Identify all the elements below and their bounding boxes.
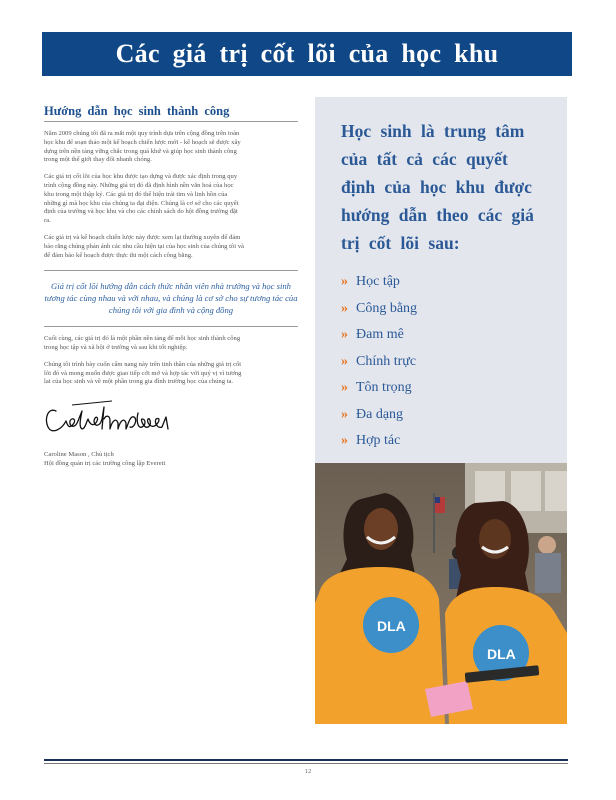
footer-divider-thick xyxy=(44,759,568,761)
page-number: 12 xyxy=(304,768,312,775)
closing-paragraph-2: Chúng tôi trình bày cuốn cẩm nang này trên tinh thần của những giá trị cốt lõi đó và mong muốn được giao tiếp cởi mở và hợp tác với quý vị vì tương lai của học sinh và về một phần trong gia đình trường học của chúng ta. xyxy=(44,360,242,386)
chevron-bullet-icon: » xyxy=(341,433,348,448)
value-label: Đam mê xyxy=(356,327,404,342)
list-item xyxy=(341,402,417,429)
intro-paragraph-2: Các giá trị cốt lõi của học khu được tạo dựng và được xác định trong quy trình cộng đồng này. Những giá trị đó đã định hình nền văn hoá của học khu trong một thập kỷ. Các giá trị đó thể hiện trái tim và linh hồn của những gì mà học khu của chúng ta đại diện. Chúng là cơ sở cho các quyết định của trường và học khu và cho các chính sách do hội đồng trường đặt ra. xyxy=(44,173,239,225)
quote-divider-bottom xyxy=(44,326,298,327)
value-label: Công bằng xyxy=(356,300,418,316)
chevron-bullet-icon: » xyxy=(341,327,348,342)
chevron-bullet-icon: » xyxy=(341,406,348,422)
core-values-list xyxy=(341,269,417,455)
handwritten-signature xyxy=(42,397,182,439)
list-item xyxy=(341,349,417,376)
intro-paragraph-1: Năm 2009 chúng tôi đã ra mắt một quy trình dựa trên cộng đồng trên toàn học khu để soạn thảo một kế hoạch chiến lược mới - kế hoạch sẽ được xây dựng trên nền tảng vững chắc trong quá khứ và giúp học sinh thành công trong một thế giới thay đổi nhanh chóng. xyxy=(44,130,241,164)
value-label: Học tập xyxy=(356,274,400,289)
list-item xyxy=(341,375,417,402)
shirt-logo-text: DLA xyxy=(487,646,516,662)
value-label: Tôn trọng xyxy=(356,380,412,395)
list-item xyxy=(341,269,417,296)
section-heading: Hướng dẫn học sinh thành công xyxy=(44,104,230,118)
value-label: Chính trực xyxy=(356,353,417,369)
value-label: Hợp tác xyxy=(356,433,401,448)
students-photo-illustration xyxy=(315,463,567,724)
chevron-bullet-icon: » xyxy=(341,353,348,369)
quote-divider-top xyxy=(44,270,298,271)
intro-paragraph-3: Các giá trị và kế hoạch chiến lược này được xem lại thường xuyên để đảm bảo rằng chúng phản ánh các nhu cầu hiện tại của học sinh của chúng tôi và để đảm bảo kế hoạch được thực thi một cách công bằng. xyxy=(44,233,244,259)
list-item xyxy=(341,296,417,323)
left-column xyxy=(44,104,298,468)
signature-name: Caroline Mason , Chủ tịch xyxy=(44,451,114,459)
students-photo xyxy=(315,463,567,724)
title-banner xyxy=(42,32,572,76)
chevron-bullet-icon: » xyxy=(341,380,348,395)
list-item xyxy=(341,428,417,455)
chevron-bullet-icon: » xyxy=(341,300,348,316)
shirt-logo-text: DLA xyxy=(377,618,406,634)
closing-paragraph-1: Cuối cùng, các giá trị đó là một phần nền tảng để mỗi học sinh thành công trong học tập và xã hội ở trường và sau khi tốt nghiệp. xyxy=(44,335,241,351)
page-title: Các giá trị cốt lõi của học khu xyxy=(115,39,499,68)
chevron-bullet-icon: » xyxy=(341,274,348,289)
core-values-panel xyxy=(315,97,567,463)
panel-heading: Học sinh là trung tâm của tất cả các quyết định của học khu được hướng dẫn theo các giá trị cốt lõi sau: xyxy=(341,121,534,253)
heading-divider xyxy=(44,121,298,122)
list-item xyxy=(341,322,417,349)
pull-quote: Giá trị cốt lõi hướng dẫn cách thức nhân viên nhà trường và học sinh tương tác cùng nhau và với nhau, và chúng là cơ sở cho sự tương tác của chúng tôi với gia đình và cộng đồng xyxy=(44,281,298,315)
signature-role: Hội đồng quản trị các trường công lập Everett xyxy=(44,460,166,468)
value-label: Đa dạng xyxy=(356,406,404,422)
footer-divider-thin xyxy=(44,763,568,764)
